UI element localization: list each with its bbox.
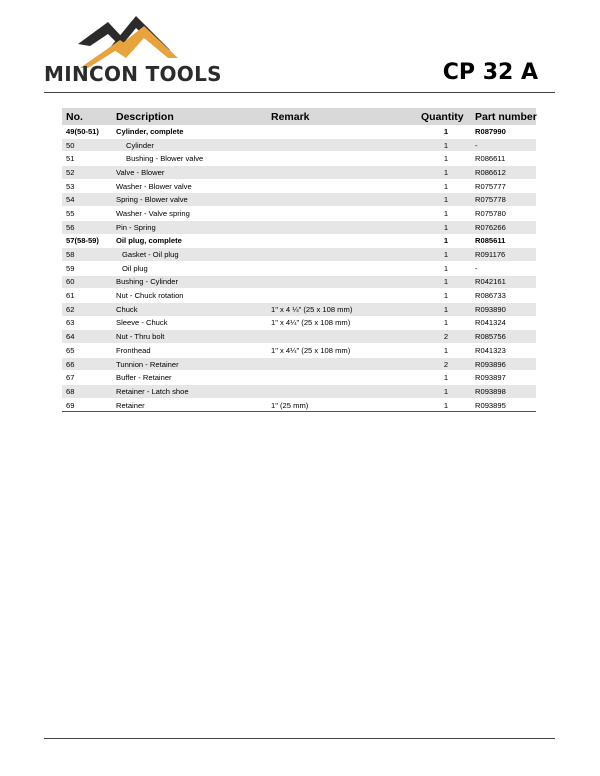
cell-description: Gasket - Oil plug	[112, 248, 267, 262]
cell-quantity: 2	[417, 357, 471, 371]
cell-no: 55	[62, 207, 112, 221]
cell-part-number: R091176	[471, 248, 536, 262]
column-header-no: No.	[62, 108, 112, 125]
cell-part-number: -	[471, 138, 536, 152]
table-row	[62, 248, 536, 262]
table-row	[62, 166, 536, 180]
cell-quantity: 1	[417, 166, 471, 180]
cell-part-number: -	[471, 261, 536, 275]
cell-no: 68	[62, 385, 112, 399]
table-row	[62, 152, 536, 166]
cell-remark: 1" x 4 ¼" (25 x 108 mm)	[267, 302, 417, 316]
cell-no: 60	[62, 275, 112, 289]
cell-no: 62	[62, 302, 112, 316]
cell-remark	[267, 385, 417, 399]
cell-remark	[267, 138, 417, 152]
cell-part-number: R075780	[471, 207, 536, 221]
parts-table	[62, 108, 536, 412]
cell-remark	[267, 275, 417, 289]
table-row	[62, 234, 536, 248]
table-row	[62, 398, 536, 412]
table-row	[62, 289, 536, 303]
cell-quantity: 1	[417, 344, 471, 358]
cell-description: Valve - Blower	[112, 166, 267, 180]
cell-description: Cylinder, complete	[112, 125, 267, 138]
cell-no: 52	[62, 166, 112, 180]
cell-quantity: 1	[417, 207, 471, 221]
cell-description: Retainer	[112, 398, 267, 412]
cell-description: Chuck	[112, 302, 267, 316]
table-row	[62, 261, 536, 275]
cell-remark: 1" x 4¼" (25 x 108 mm)	[267, 344, 417, 358]
cell-no: 56	[62, 220, 112, 234]
table-row	[62, 330, 536, 344]
cell-part-number: R075777	[471, 179, 536, 193]
cell-part-number: R086611	[471, 152, 536, 166]
cell-part-number: R075778	[471, 193, 536, 207]
table-row	[62, 179, 536, 193]
column-header-quantity: Quantity	[417, 108, 471, 125]
cell-no: 53	[62, 179, 112, 193]
cell-quantity: 1	[417, 289, 471, 303]
cell-no: 50	[62, 138, 112, 152]
cell-remark: 1" (25 mm)	[267, 398, 417, 412]
cell-part-number: R042161	[471, 275, 536, 289]
cell-quantity: 1	[417, 193, 471, 207]
cell-no: 65	[62, 344, 112, 358]
cell-description: Spring - Blower valve	[112, 193, 267, 207]
cell-description: Oil plug, complete	[112, 234, 267, 248]
cell-quantity: 1	[417, 316, 471, 330]
column-header-remark: Remark	[267, 108, 417, 125]
cell-part-number: R093898	[471, 385, 536, 399]
table-row	[62, 193, 536, 207]
cell-remark	[267, 261, 417, 275]
cell-remark	[267, 220, 417, 234]
cell-no: 54	[62, 193, 112, 207]
table-row	[62, 302, 536, 316]
cell-part-number: R086733	[471, 289, 536, 303]
cell-quantity: 1	[417, 234, 471, 248]
cell-part-number: R086612	[471, 166, 536, 180]
cell-no: 67	[62, 371, 112, 385]
cell-remark	[267, 330, 417, 344]
table-row	[62, 138, 536, 152]
table-row	[62, 207, 536, 221]
cell-quantity: 1	[417, 248, 471, 262]
cell-remark	[267, 207, 417, 221]
cell-no: 64	[62, 330, 112, 344]
cell-quantity: 1	[417, 138, 471, 152]
cell-quantity: 1	[417, 385, 471, 399]
cell-quantity: 1	[417, 152, 471, 166]
cell-part-number: R076266	[471, 220, 536, 234]
cell-no: 51	[62, 152, 112, 166]
cell-remark	[267, 248, 417, 262]
cell-quantity: 1	[417, 179, 471, 193]
cell-remark	[267, 234, 417, 248]
cell-part-number: R093890	[471, 302, 536, 316]
table-row	[62, 220, 536, 234]
cell-quantity: 2	[417, 330, 471, 344]
cell-remark	[267, 179, 417, 193]
cell-no: 58	[62, 248, 112, 262]
cell-no: 57(58-59)	[62, 234, 112, 248]
header-divider	[44, 92, 555, 93]
table-row	[62, 385, 536, 399]
cell-quantity: 1	[417, 275, 471, 289]
cell-remark	[267, 193, 417, 207]
cell-remark	[267, 357, 417, 371]
cell-description: Tunnion - Retainer	[112, 357, 267, 371]
table-row	[62, 344, 536, 358]
cell-no: 69	[62, 398, 112, 412]
cell-description: Oil plug	[112, 261, 267, 275]
mountain-logo-icon	[74, 10, 194, 70]
cell-part-number: R093895	[471, 398, 536, 412]
cell-part-number: R041324	[471, 316, 536, 330]
cell-no: 63	[62, 316, 112, 330]
cell-part-number: R093897	[471, 371, 536, 385]
cell-description: Nut - Thru bolt	[112, 330, 267, 344]
cell-description: Nut - Chuck rotation	[112, 289, 267, 303]
cell-remark	[267, 166, 417, 180]
table-row	[62, 275, 536, 289]
cell-description: Sleeve - Chuck	[112, 316, 267, 330]
column-header-part-number: Part number	[471, 108, 536, 125]
cell-remark	[267, 371, 417, 385]
cell-remark: 1" x 4¼" (25 x 108 mm)	[267, 316, 417, 330]
cell-description: Fronthead	[112, 344, 267, 358]
cell-part-number: R085611	[471, 234, 536, 248]
cell-description: Bushing - Cylinder	[112, 275, 267, 289]
cell-description: Cylinder	[112, 138, 267, 152]
cell-quantity: 1	[417, 125, 471, 138]
cell-remark	[267, 152, 417, 166]
cell-quantity: 1	[417, 371, 471, 385]
column-header-description: Description	[112, 108, 267, 125]
table-row	[62, 357, 536, 371]
cell-description: Retainer - Latch shoe	[112, 385, 267, 399]
cell-no: 61	[62, 289, 112, 303]
cell-description: Bushing - Blower valve	[112, 152, 267, 166]
cell-description: Washer - Blower valve	[112, 179, 267, 193]
cell-no: 59	[62, 261, 112, 275]
cell-no: 66	[62, 357, 112, 371]
cell-remark	[267, 289, 417, 303]
cell-remark	[267, 125, 417, 138]
cell-part-number: R085756	[471, 330, 536, 344]
table-row	[62, 316, 536, 330]
cell-description: Buffer - Retainer	[112, 371, 267, 385]
cell-no: 49(50-51)	[62, 125, 112, 138]
cell-part-number: R093896	[471, 357, 536, 371]
cell-part-number: R087990	[471, 125, 536, 138]
cell-description: Pin - Spring	[112, 220, 267, 234]
footer-divider	[44, 738, 555, 739]
cell-part-number: R041323	[471, 344, 536, 358]
brand-name: MINCON TOOLS	[44, 62, 222, 86]
cell-quantity: 1	[417, 261, 471, 275]
model-title: CP 32 A	[442, 60, 538, 85]
table-header-row	[62, 108, 536, 125]
cell-quantity: 1	[417, 302, 471, 316]
cell-quantity: 1	[417, 398, 471, 412]
cell-description: Washer - Valve spring	[112, 207, 267, 221]
cell-quantity: 1	[417, 220, 471, 234]
table-row	[62, 125, 536, 138]
table-row	[62, 371, 536, 385]
